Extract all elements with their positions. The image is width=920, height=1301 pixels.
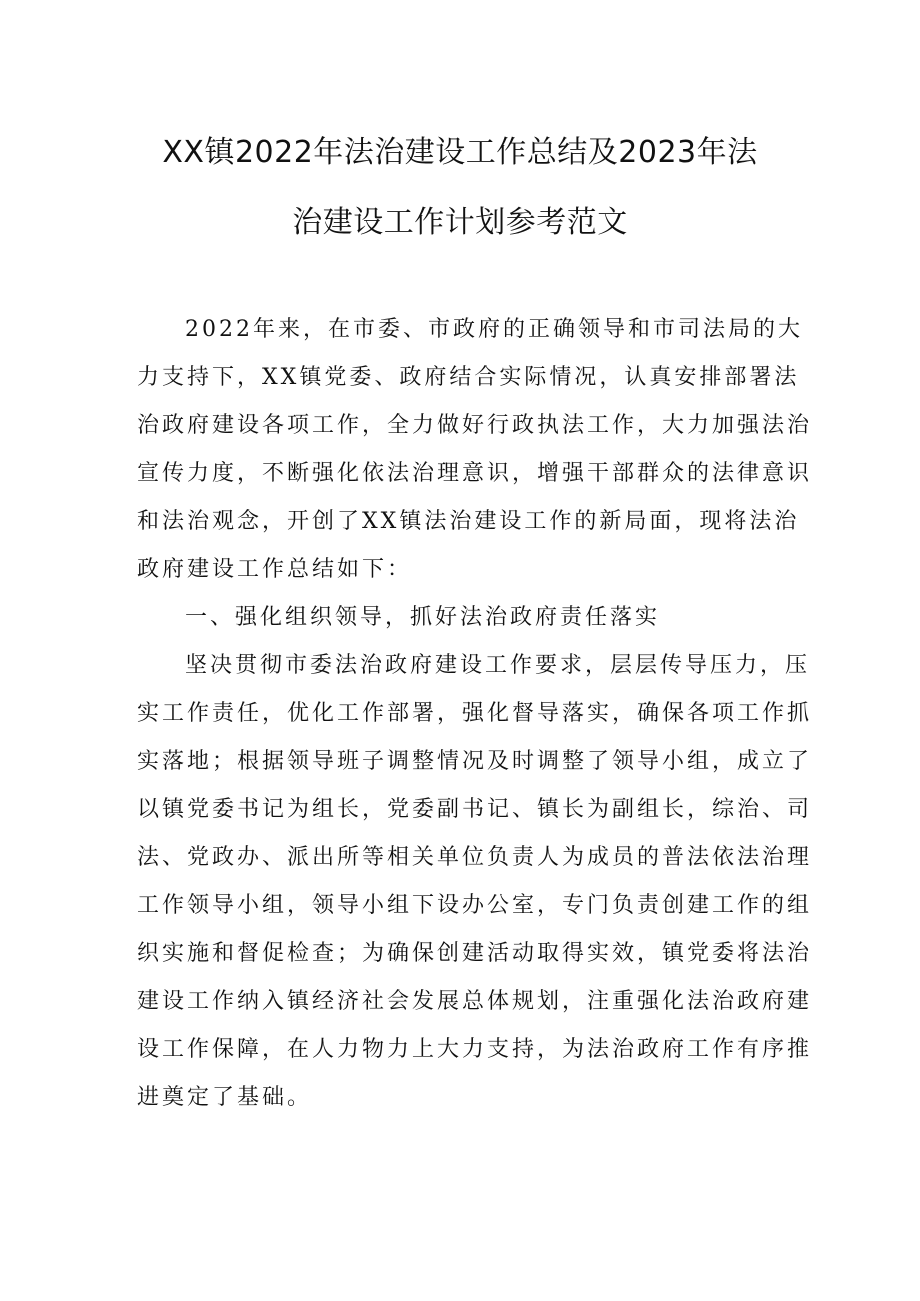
paragraph-1-line: 宣传力度，不断强化依法治理意识，增强干部群众的法律意识 (137, 461, 813, 486)
paragraph-2-line: 织实施和督促检查；为确保创建活动取得实效，镇党委将法治 (137, 941, 813, 966)
paragraph-2-line: 坚决贯彻市委法治政府建设工作要求，层层传导压力，压 (185, 653, 811, 678)
paragraph-1-line: 力支持下，XX镇党委、政府结合实际情况，认真安排部署法 (137, 365, 800, 390)
paragraph-1-line: 和法治观念，开创了XX镇法治建设工作的新局面，现将法治 (137, 509, 800, 534)
paragraph-2-line: 以镇党委书记为组长，党委副书记、镇长为副组长，综治、司 (137, 797, 813, 822)
paragraph-1-line: 治政府建设各项工作，全力做好行政执法工作，大力加强法治 (137, 413, 813, 438)
paragraph-2-line: 法、党政办、派出所等相关单位负责人为成员的普法依法治理 (137, 845, 813, 870)
paragraph-2-line: 进奠定了基础。 (137, 1085, 313, 1110)
paragraph-2-line: 工作领导小组，领导小组下设办公室，专门负责创建工作的组 (137, 893, 813, 918)
paragraph-2-line: 建设工作纳入镇经济社会发展总体规划，注重强化法治政府建 (137, 989, 813, 1014)
paragraph-2-line: 实工作责任，优化工作部署，强化督导落实，确保各项工作抓 (137, 701, 813, 726)
document-title-line-2: 治建设工作计划参考范文 (292, 205, 628, 240)
paragraph-1-line: 政府建设工作总结如下： (137, 557, 413, 582)
paragraph-2-line: 设工作保障，在人力物力上大力支持，为法治政府工作有序推 (137, 1037, 813, 1062)
document-title-line-1: XX镇2022年法治建设工作总结及2023年法 (162, 135, 758, 170)
section-1-heading: 一、强化组织领导，抓好法治政府责任落实 (185, 605, 661, 630)
paragraph-1-line: 2022年来，在市委、市政府的正确领导和市司法局的大 (185, 317, 803, 342)
paragraph-2-line: 实落地；根据领导班子调整情况及时调整了领导小组，成立了 (137, 749, 813, 774)
